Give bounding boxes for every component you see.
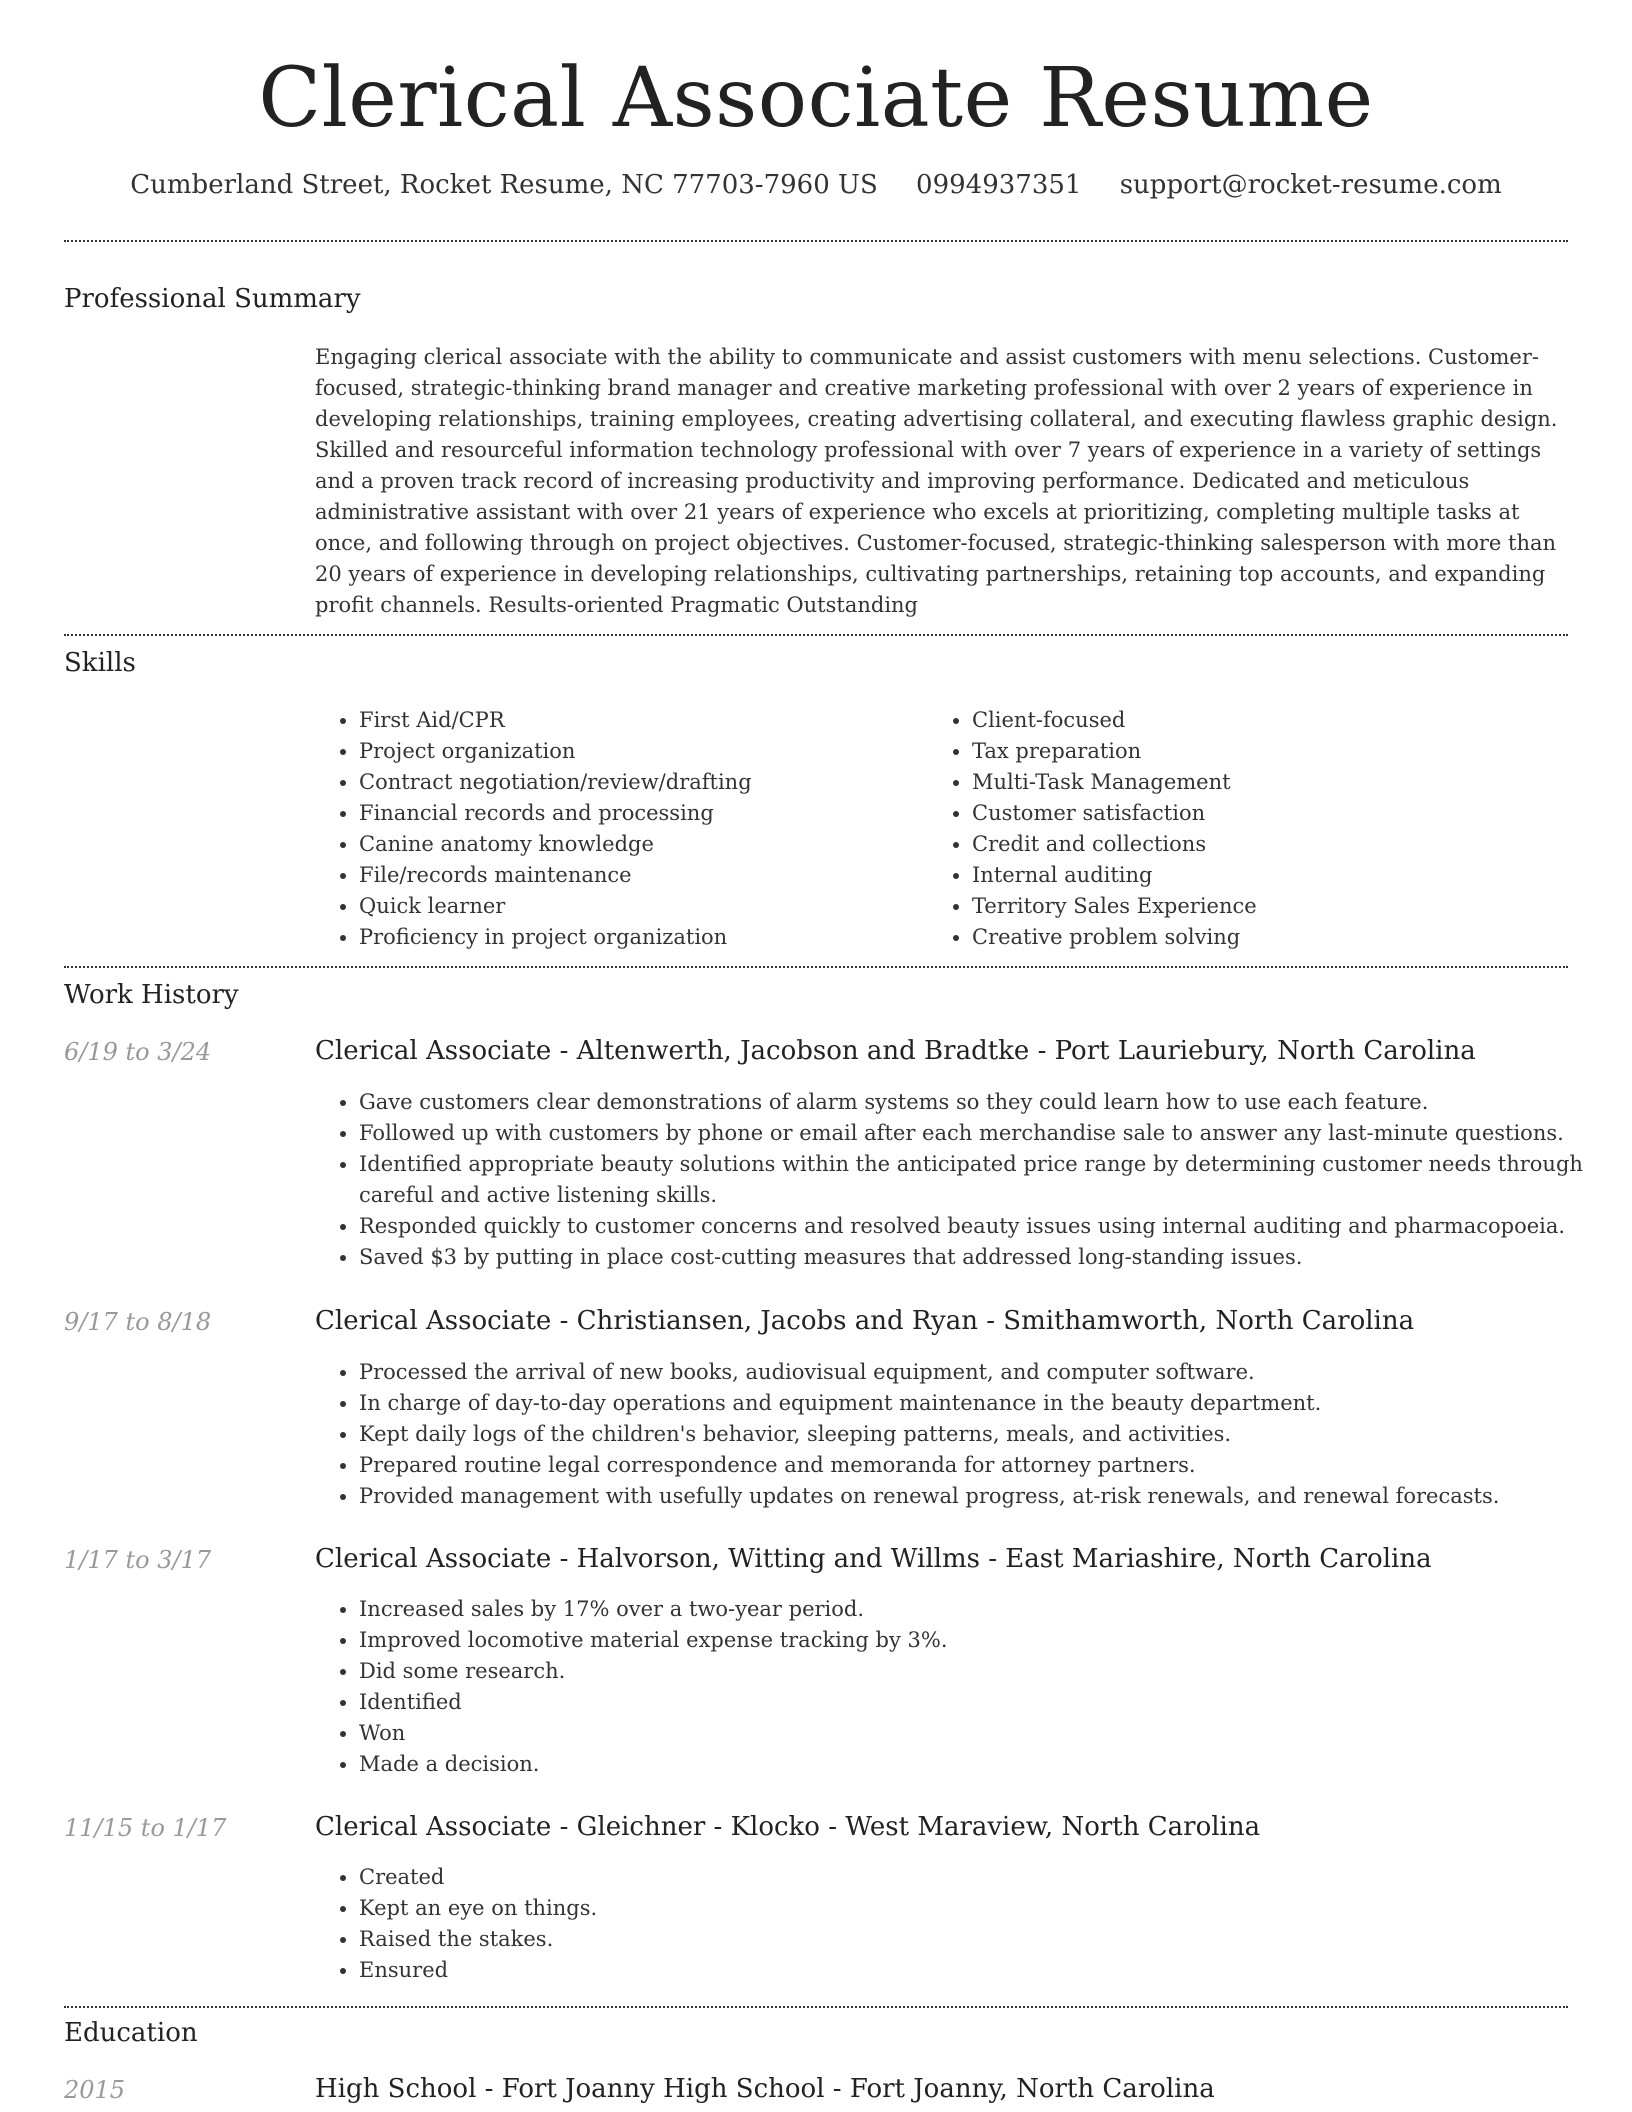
skill-item: • Proficiency in project organization xyxy=(359,922,752,953)
contact-phone: 0994937351 xyxy=(916,170,1082,200)
job-dates: 9/17 to 8/18 xyxy=(64,1308,212,1336)
work-heading: Work History xyxy=(64,980,239,1010)
skills-heading: Skills xyxy=(64,648,136,678)
summary-heading: Professional Summary xyxy=(64,284,361,314)
skill-item: • Project organization xyxy=(359,736,752,767)
job-dates: 1/17 to 3/17 xyxy=(64,1546,212,1574)
divider-header xyxy=(64,240,1568,242)
list-item: • Improved locomotive material expense tracking by 3%. xyxy=(359,1625,1614,1656)
skill-item: • Credit and collections xyxy=(972,829,1257,860)
list-item: • Identified xyxy=(359,1687,1614,1718)
skill-item: • Territory Sales Experience xyxy=(972,891,1257,922)
list-item: • Followed up with customers by phone or email after each merchandise sale to answer any last-minute questions. xyxy=(359,1118,1614,1149)
education-dates: 2015 xyxy=(64,2076,126,2104)
list-item: • Saved $3 by putting in place cost-cutting measures that addressed long-standing issues. xyxy=(359,1242,1614,1273)
skill-item: • Internal auditing xyxy=(972,860,1257,891)
job-dates: 11/15 to 1/17 xyxy=(64,1814,227,1842)
list-item: • Kept an eye on things. xyxy=(359,1893,1614,1924)
skill-item: • Financial records and processing xyxy=(359,798,752,829)
skill-item: • Customer satisfaction xyxy=(972,798,1257,829)
skill-item: • Creative problem solving xyxy=(972,922,1257,953)
contact-address: Cumberland Street, Rocket Resume, NC 77703-7960 US xyxy=(130,170,878,200)
skills-list-left xyxy=(315,705,752,953)
job-title: Clerical Associate - Gleichner - Klocko - West Maraview, North Carolina xyxy=(315,1812,1261,1842)
list-item: • Identified appropriate beauty solutions within the anticipated price range by determining customer needs through careful and active listening skills. xyxy=(359,1149,1614,1211)
list-item: • Prepared routine legal correspondence and memoranda for attorney partners. xyxy=(359,1450,1614,1481)
divider-skills xyxy=(64,966,1568,968)
list-item: • Responded quickly to customer concerns and resolved beauty issues using internal auditing and pharmacopoeia. xyxy=(359,1211,1614,1242)
job-dates: 6/19 to 3/24 xyxy=(64,1038,212,1066)
divider-summary xyxy=(64,634,1568,636)
list-item: • Kept daily logs of the children's behavior, sleeping patterns, meals, and activities. xyxy=(359,1419,1614,1450)
skill-item: • Canine anatomy knowledge xyxy=(359,829,752,860)
list-item: • Processed the arrival of new books, audiovisual equipment, and computer software. xyxy=(359,1357,1614,1388)
skill-item: • First Aid/CPR xyxy=(359,705,752,736)
job-title: Clerical Associate - Christiansen, Jacobs and Ryan - Smithamworth, North Carolina xyxy=(315,1306,1415,1336)
job-bullets xyxy=(315,1594,1614,1780)
skills-list-right xyxy=(928,705,1257,953)
job-bullets xyxy=(315,1087,1614,1273)
job-bullets xyxy=(315,1862,1614,1986)
education-heading: Education xyxy=(64,2018,198,2048)
list-item: • Gave customers clear demonstrations of alarm systems so they could learn how to use each feature. xyxy=(359,1087,1614,1118)
list-item: • Won xyxy=(359,1718,1614,1749)
skill-item: • Quick learner xyxy=(359,891,752,922)
list-item: • Increased sales by 17% over a two-year period. xyxy=(359,1594,1614,1625)
education-title: High School - Fort Joanny High School - Fort Joanny, North Carolina xyxy=(315,2074,1215,2104)
summary-text: Engaging clerical associate with the ability to communicate and assist customers with menu selections. Customer-focused, strategic-thinking brand manager and creative marketing professional with over 2 years of experience in developing relationships, training employees, creating advertising collateral, and executing flawless graphic design. Skilled and resourceful information technology professional with over 7 years of experience in a variety of settings and a proven track record of increasing productivity and improving performance. Dedicated and meticulous administrative assistant with over 21 years of experience who excels at prioritizing, completing multiple tasks at once, and following through on project objectives. Customer-focused, strategic-thinking salesperson with more than 20 years of experience in developing relationships, cultivating partnerships, retaining top accounts, and expanding profit channels. Results-oriented Pragmatic Outstanding xyxy=(315,345,1558,617)
page-title: Clerical Associate Resume xyxy=(258,51,1374,146)
list-item: • Provided management with usefully updates on renewal progress, at-risk renewals, and renewal forecasts. xyxy=(359,1481,1614,1512)
job-title: Clerical Associate - Altenwerth, Jacobson and Bradtke - Port Lauriebury, North Carolina xyxy=(315,1036,1476,1066)
job-title: Clerical Associate - Halvorson, Witting and Willms - East Mariashire, North Carolina xyxy=(315,1544,1432,1574)
skill-item: • Multi-Task Management xyxy=(972,767,1257,798)
job-bullets xyxy=(315,1357,1614,1512)
contact-email: support@rocket-resume.com xyxy=(1119,170,1502,200)
skill-item: • Client-focused xyxy=(972,705,1257,736)
skill-item: • File/records maintenance xyxy=(359,860,752,891)
skill-item: • Tax preparation xyxy=(972,736,1257,767)
list-item: • Did some research. xyxy=(359,1656,1614,1687)
skill-item: • Contract negotiation/review/drafting xyxy=(359,767,752,798)
divider-work xyxy=(64,2006,1568,2008)
list-item: • Made a decision. xyxy=(359,1749,1614,1780)
list-item: • Ensured xyxy=(359,1955,1614,1986)
contact-info xyxy=(0,170,1632,200)
list-item: • Raised the stakes. xyxy=(359,1924,1614,1955)
list-item: • Created xyxy=(359,1862,1614,1893)
list-item: • In charge of day-to-day operations and equipment maintenance in the beauty department. xyxy=(359,1388,1614,1419)
